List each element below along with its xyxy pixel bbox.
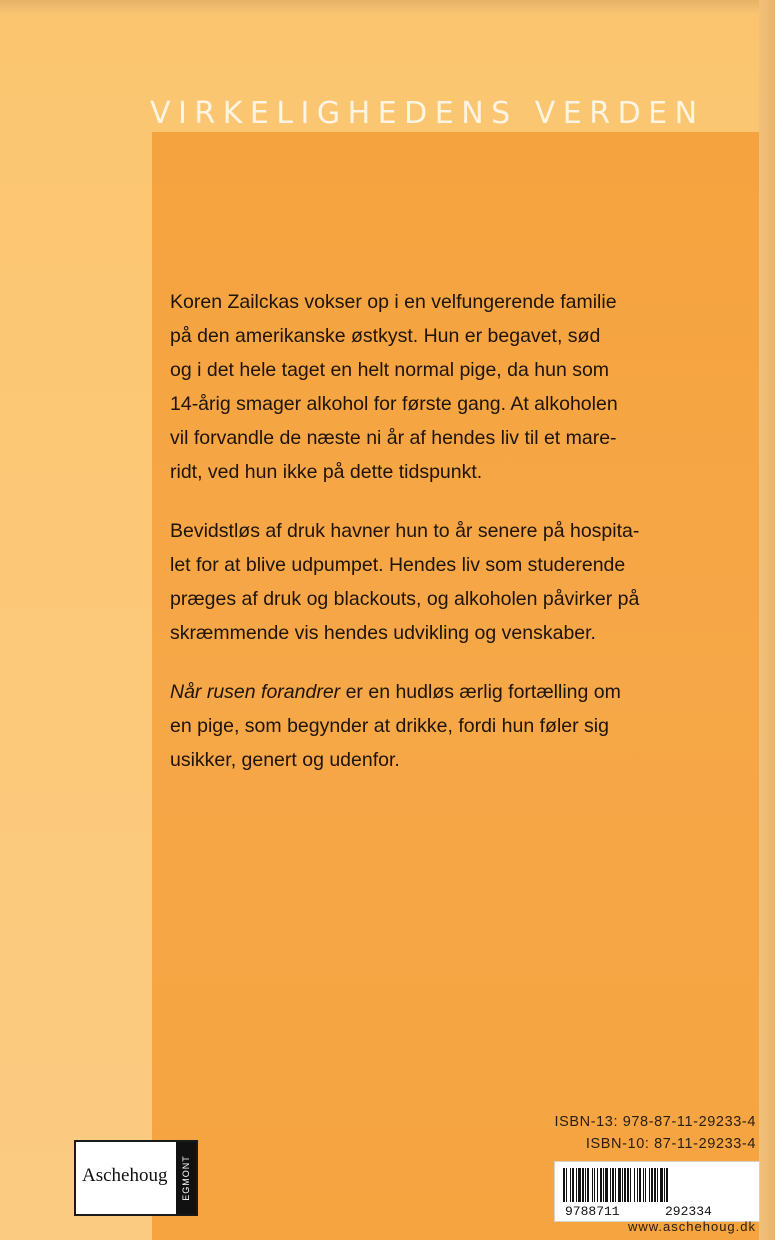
barcode <box>554 1161 760 1222</box>
barcode-left-digits: 9788711 <box>565 1204 620 1219</box>
barcode-bar <box>660 1168 663 1202</box>
barcode-bar <box>657 1168 658 1202</box>
barcode-bar <box>612 1168 614 1202</box>
barcode-bar <box>666 1168 668 1202</box>
barcode-bar <box>597 1168 598 1202</box>
barcode-bar <box>605 1168 608 1202</box>
barcode-bar <box>634 1168 635 1202</box>
cover-right-edge <box>759 0 775 1240</box>
blurb-line: vil forvandle de næste ni år af hendes liv til et mare- <box>170 427 617 449</box>
blurb-line: Koren Zailckas vokser op i en velfungerende familie <box>170 291 617 313</box>
blurb-paragraph-3 <box>170 675 690 777</box>
blurb-text <box>170 285 690 802</box>
barcode-bar <box>610 1168 611 1202</box>
barcode-bar <box>578 1168 581 1202</box>
publisher-name: Aschehoug <box>82 1165 168 1186</box>
blurb-line: ridt, ved hun ikke på dette tidspunkt. <box>170 461 483 483</box>
barcode-bar <box>587 1168 589 1202</box>
book-title-italic: Når rusen forandrer <box>170 681 341 703</box>
publisher-website: www.aschehoug.dk <box>627 1219 756 1234</box>
barcode-bar <box>643 1168 644 1202</box>
barcode-bar <box>592 1168 593 1202</box>
imprint-name: EGMONT <box>181 1155 191 1201</box>
barcode-bar <box>624 1168 626 1202</box>
barcode-bar <box>576 1168 577 1202</box>
barcode-bar <box>664 1168 665 1202</box>
blurb-line: 14-årig smager alkohol for første gang. At alkoholen <box>170 393 618 415</box>
blurb-line: skræmmende vis hendes udvikling og venskaber. <box>170 622 596 644</box>
blurb-paragraph-2 <box>170 514 690 650</box>
isbn-10: ISBN-10: 87-11-29233-4 <box>585 1136 756 1152</box>
barcode-bar <box>563 1168 565 1202</box>
imprint-band <box>176 1142 196 1214</box>
barcode-bar <box>582 1168 584 1202</box>
barcode-bar <box>630 1168 631 1202</box>
barcode-bar <box>651 1168 653 1202</box>
blurb-line: en pige, som begynder at drikke, fordi hun føler sig <box>170 715 609 737</box>
publisher-logo <box>74 1140 198 1216</box>
barcode-bar <box>637 1168 638 1202</box>
barcode-bars <box>563 1168 751 1204</box>
barcode-bar <box>615 1168 616 1202</box>
barcode-bar <box>622 1168 623 1202</box>
isbn-13: ISBN-13: 978-87-11-29233-4 <box>554 1114 756 1130</box>
barcode-bar <box>649 1168 650 1202</box>
blurb-line: Bevidstløs af druk havner hun to år senere på hospita- <box>170 520 640 542</box>
barcode-bar <box>594 1168 595 1202</box>
blurb-line: på den amerikanske østkyst. Hun er begavet, sød <box>170 325 601 347</box>
blurb-line: usikker, genert og udenfor. <box>170 749 400 771</box>
blurb-line: præges af druk og blackouts, og alkoholen påvirker på <box>170 588 640 610</box>
barcode-bar <box>627 1168 629 1202</box>
barcode-bar <box>572 1168 574 1202</box>
barcode-bar <box>639 1168 641 1202</box>
barcode-right-digits: 292334 <box>665 1204 712 1219</box>
barcode-bar <box>570 1168 571 1202</box>
barcode-bar <box>645 1168 646 1202</box>
blurb-paragraph-1 <box>170 285 690 489</box>
blurb-line: og i det hele taget en helt normal pige, da hun som <box>170 359 610 381</box>
blurb-line <box>170 675 690 709</box>
barcode-bar <box>566 1168 567 1202</box>
barcode-bar <box>603 1168 604 1202</box>
barcode-bar <box>585 1168 586 1202</box>
barcode-bar <box>618 1168 621 1202</box>
blurb-line-rest: er en hudløs ærlig fortælling om <box>340 681 621 703</box>
barcode-bar <box>654 1168 656 1202</box>
blurb-line: let for at blive udpumpet. Hendes liv som studerende <box>170 554 626 576</box>
cover-top-edge <box>0 0 775 14</box>
barcode-bar <box>600 1168 602 1202</box>
series-title: VIRKELIGHEDENS VERDEN <box>150 96 705 131</box>
